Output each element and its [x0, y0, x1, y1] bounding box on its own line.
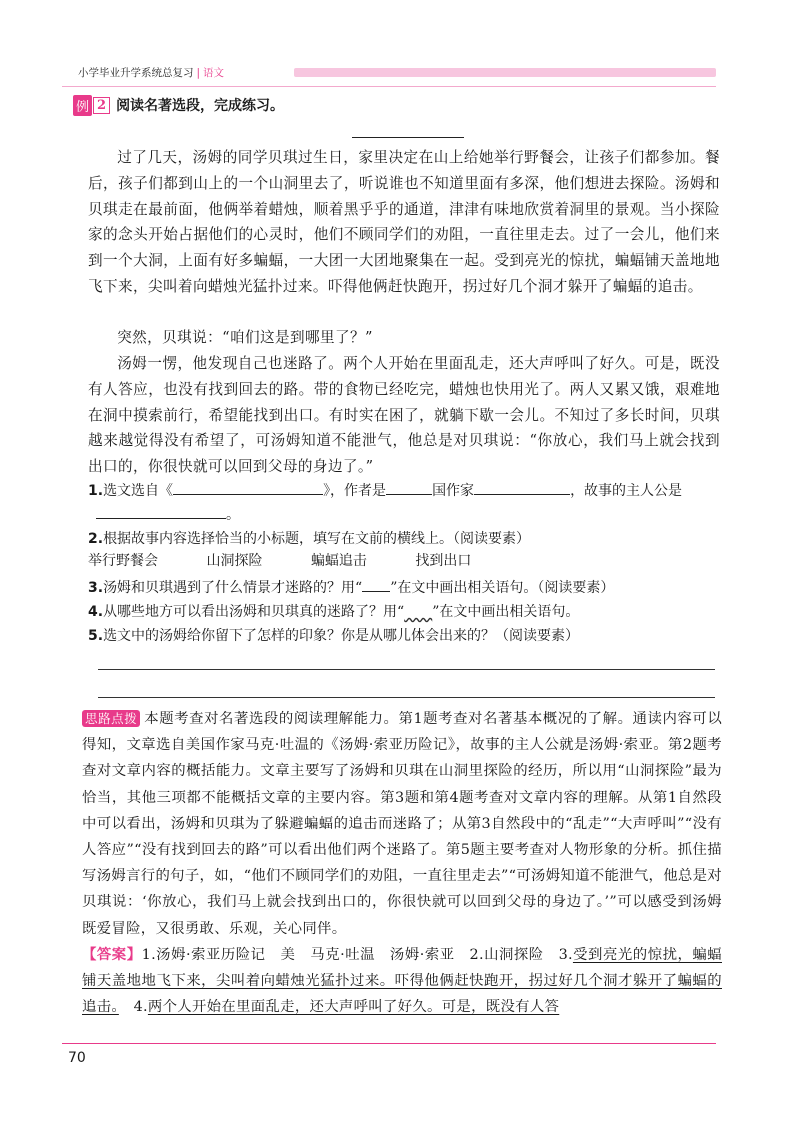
blank-author[interactable]: [474, 480, 570, 495]
question-4: [88, 600, 720, 624]
example-badge: 例: [73, 95, 92, 116]
passage-paragraph-1: 过了几天，汤姆的同学贝琪过生日，家里决定在山上给她举行野餐会，让孩子们都参加。餐后，孩子们都到山上的一个山洞里去了，听说谁也不知道里面有多深，他们想进去探险。汤姆和贝琪走在最前面，他俩举着蜡烛，顺着黑乎乎的通道，津津有味地欣赏着洞里的景观。当小探险家的念头开始占据他们的心灵时，他们不顾同学们的劝阻，一直往里走去。过了一会儿，他们来到一个大洞，上面有好多蝙蝠，一大团一大团地聚集在一起。受到亮光的惊扰，蝙蝠铺天盖地地飞下来，尖叫着向蜡烛光猛扑过来。吓得他俩赶快跑开，拐过好几个洞才躲开了蝙蝠的追击。: [88, 149, 720, 295]
straight-underline-mark: [362, 579, 390, 592]
subtitle-blank-line: [352, 137, 464, 138]
blank-book-title[interactable]: [173, 480, 323, 495]
question-number: 1.: [88, 483, 104, 499]
analysis-section: [82, 706, 722, 1020]
analysis-tag: 思路点拨: [82, 710, 140, 727]
question-1: [88, 479, 720, 527]
example-heading: [73, 95, 284, 115]
answer-underlined-2: 两个人开始在里面乱走，还大声呼叫了好久。可是，既没有人答: [147, 999, 560, 1016]
option-item: 举行野餐会: [88, 553, 158, 569]
option-item: 蝙蝠追击: [310, 553, 367, 569]
wavy-underline-mark: [404, 600, 432, 624]
header-subject: 语文: [203, 67, 225, 79]
page-number: 70: [68, 1050, 86, 1066]
option-item: 找到出口: [415, 553, 472, 569]
answer-line-1[interactable]: [98, 669, 715, 670]
blank-country[interactable]: [386, 480, 432, 495]
question-number: 5.: [88, 628, 104, 644]
question-number: 4.: [88, 604, 104, 620]
question-1-text-e: 。: [226, 507, 240, 523]
blank-protagonist[interactable]: [96, 504, 226, 519]
question-5: [88, 624, 720, 648]
question-5-text: 选文中的汤姆给你留下了怎样的印象？你是从哪儿体会出来的？（阅读要素）: [103, 628, 580, 644]
subtitle-options: [88, 550, 515, 570]
question-1-text-a: 选文选自《: [103, 483, 174, 499]
question-1-text-d: ，故事的主人公是: [570, 483, 683, 499]
question-number: 3.: [88, 580, 104, 596]
analysis-text: 本题考查对名著选段的阅读理解能力。第1题考查对名著基本概况的了解。通读内容可以得知，文章选自美国作家马克·吐温的《汤姆·索亚历险记》，故事的主人公就是汤姆·索亚。第2题考查对文章内容的概括能力。文章主要写了汤姆和贝琪在山洞里探险的经历，所以用“山洞探险”最为恰当，其他三项都不能概括文章的主要内容。第3题和第4题考查对文章内容的理解。从第1自然段中可以看出，汤姆和贝琪为了躲避蝙蝠的追击而迷路了；从第3自然段中的“乱走”“大声呼叫”“没有人答应”“没有找到回去的路”可以看出他们两个迷路了。第5题主要考查对人物形象的分析。抓住描写汤姆言行的句子，如，“他们不顾同学们的劝阻，一直往里走去”“可汤姆知道不能泄气，他总是对贝琪说：‘你放心，我们马上就会找到出口的，你很快就可以回到父母的身边了。’”可以感受到汤姆既爱冒险，又很勇敢、乐观，关心同伴。: [82, 711, 723, 937]
option-item: 山洞探险: [206, 553, 263, 569]
header-book: 小学毕业升学系统总复习: [78, 67, 194, 79]
question-2: [88, 527, 720, 551]
question-number: 2.: [88, 531, 104, 547]
question-2-text: 根据故事内容选择恰当的小标题，填写在文前的横线上。（阅读要素）: [103, 531, 531, 547]
question-3: [88, 576, 720, 600]
header-separator: |: [196, 67, 201, 79]
footer-rule: [62, 1043, 716, 1044]
passage-paragraph-3: 汤姆一愣，他发现自己也迷路了。两个人开始在里面乱走，还大声呼叫了好久。可是，既没有人答应，也没有找到回去的路。带的食物已经吃完，蜡烛也快用光了。两人又累又饿，艰难地在洞中摸索前行，希望能找到出口。有时实在困了，就躺下歇一会儿。不知过了多长时间，贝琪越来越觉得没有希望了，可汤姆知道不能泄气，他总是对贝琪说：“你放心，我们马上就会找到出口的，你很快就可以回到父母的身边了。”: [88, 355, 720, 476]
example-title: 阅读名著选段，完成练习。: [116, 98, 285, 114]
answer-tag: 【答案】: [82, 946, 142, 963]
answer-line-2[interactable]: [98, 697, 715, 698]
answer-text-2: 4.: [118, 999, 148, 1016]
question-4-text-b: ”在文中画出相关语句。: [432, 604, 580, 620]
question-3-text-b: ”在文中画出相关语句。（阅读要素）: [390, 580, 615, 596]
page-header: [62, 64, 716, 80]
answer-underlined-1: 受到亮光的惊扰，蝙蝠铺天盖地地飞下来，尖叫着向蜡烛光猛扑过来。吓得他俩赶快跑开，拐过好几个洞才躲开了蝙蝠的追击。: [82, 946, 722, 1016]
question-4-text-a: 从哪些地方可以看出汤姆和贝琪真的迷路了？用“: [103, 604, 405, 620]
answer-text-1: 1.汤姆·索亚历险记 美 马克·吐温 汤姆·索亚 2.山洞探险 3.: [141, 946, 573, 963]
header-decor-bar: [294, 68, 716, 77]
question-3-text-a: 汤姆和贝琪遇到了什么情景才迷路的？用“: [103, 580, 363, 596]
passage-paragraph-2: 突然，贝琪说：“咱们这是到哪里了？”: [117, 329, 373, 346]
question-1-text-c: 国作家: [432, 483, 475, 499]
header-rule: [62, 86, 716, 87]
example-number: 2: [93, 97, 110, 114]
question-1-text-b: 》，作者是: [323, 483, 387, 499]
header-text: [78, 65, 224, 80]
